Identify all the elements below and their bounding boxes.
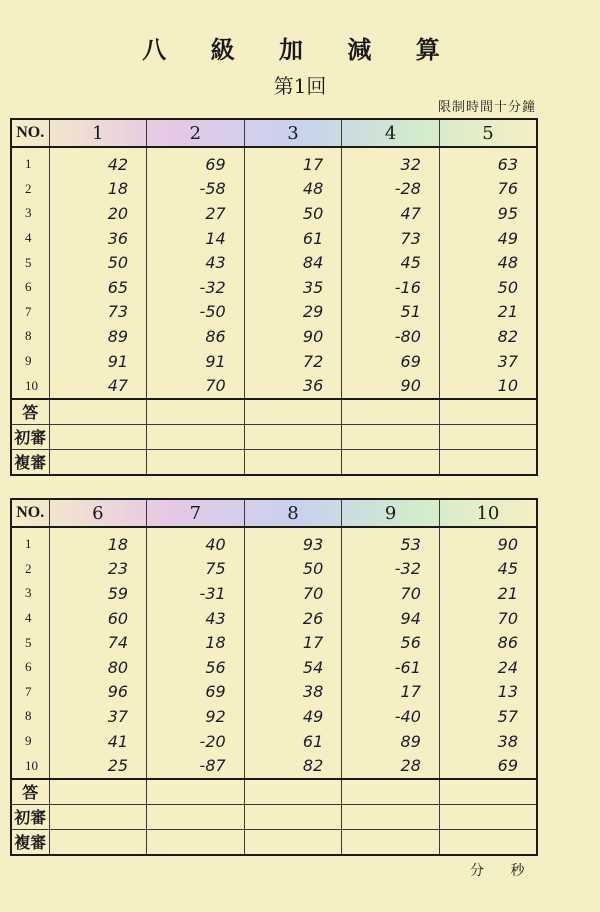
answer-input-cell[interactable] <box>439 399 537 425</box>
row-number: 4 <box>11 226 49 251</box>
problem-value: 69 <box>147 680 245 705</box>
problem-value: 48 <box>244 177 342 202</box>
problem-value: 45 <box>439 557 537 582</box>
column-header: 7 <box>147 499 245 527</box>
problem-value: 86 <box>147 324 245 349</box>
answer-input-cell[interactable] <box>439 424 537 449</box>
row-number: 9 <box>11 729 49 754</box>
problem-value: 37 <box>49 704 147 729</box>
problem-value: 50 <box>439 275 537 300</box>
problem-value: 73 <box>49 300 147 325</box>
answer-input-cell[interactable] <box>147 399 245 425</box>
second-check-row <box>11 829 537 855</box>
answer-input-cell[interactable] <box>342 449 440 475</box>
table-row <box>11 250 537 275</box>
answer-input-cell[interactable] <box>147 424 245 449</box>
table-row <box>11 147 537 177</box>
answer-row-label: 答 <box>11 399 49 425</box>
problem-value: 18 <box>147 630 245 655</box>
first-check-row <box>11 424 537 449</box>
table-row <box>11 581 537 606</box>
answer-row-label: 答 <box>11 779 49 805</box>
problem-value: 41 <box>49 729 147 754</box>
problem-value: 65 <box>49 275 147 300</box>
problem-value: 35 <box>244 275 342 300</box>
answer-input-cell[interactable] <box>439 804 537 829</box>
row-number: 7 <box>11 300 49 325</box>
header-no: NO. <box>11 499 49 527</box>
problem-value: 69 <box>439 753 537 779</box>
problem-value: 14 <box>147 226 245 251</box>
problem-value: 76 <box>439 177 537 202</box>
table-header-row <box>11 499 537 527</box>
page-title: 八 級 加 減 算 <box>142 35 458 64</box>
table-row <box>11 177 537 202</box>
table-row <box>11 201 537 226</box>
column-header: 2 <box>147 119 245 147</box>
problem-value: -32 <box>147 275 245 300</box>
table-row <box>11 606 537 631</box>
answer-input-cell[interactable] <box>49 804 147 829</box>
problem-value: 61 <box>244 729 342 754</box>
problem-value: 56 <box>147 655 245 680</box>
answer-input-cell[interactable] <box>49 829 147 855</box>
problem-value: 45 <box>342 250 440 275</box>
problem-value: 70 <box>244 581 342 606</box>
problem-value: 27 <box>147 201 245 226</box>
problem-value: 20 <box>49 201 147 226</box>
problem-value: -80 <box>342 324 440 349</box>
problem-value: 47 <box>342 201 440 226</box>
problem-value: 60 <box>49 606 147 631</box>
problem-value: 26 <box>244 606 342 631</box>
problem-value: 69 <box>147 147 245 177</box>
column-header: 1 <box>49 119 147 147</box>
table-row <box>11 324 537 349</box>
first-check-row-label: 初審 <box>11 424 49 449</box>
problem-value: 74 <box>49 630 147 655</box>
problem-value: 93 <box>244 527 342 557</box>
problem-value: -61 <box>342 655 440 680</box>
answer-input-cell[interactable] <box>147 449 245 475</box>
problem-value: -58 <box>147 177 245 202</box>
problem-value: 92 <box>147 704 245 729</box>
problem-value: 18 <box>49 527 147 557</box>
problem-value: 94 <box>342 606 440 631</box>
first-check-row-label: 初審 <box>11 804 49 829</box>
row-number: 8 <box>11 704 49 729</box>
answer-input-cell[interactable] <box>49 424 147 449</box>
problem-value: 50 <box>244 557 342 582</box>
problem-value: 53 <box>342 527 440 557</box>
problem-value: 50 <box>244 201 342 226</box>
table-header-row <box>11 119 537 147</box>
problem-value: 42 <box>49 147 147 177</box>
answer-input-cell[interactable] <box>439 779 537 805</box>
problem-value: -50 <box>147 300 245 325</box>
table-row <box>11 300 537 325</box>
table-row <box>11 226 537 251</box>
problem-value: 40 <box>147 527 245 557</box>
answer-input-cell[interactable] <box>244 804 342 829</box>
problem-value: 80 <box>49 655 147 680</box>
row-number: 2 <box>11 557 49 582</box>
table-row <box>11 527 537 557</box>
problem-value: 51 <box>342 300 440 325</box>
row-number: 4 <box>11 606 49 631</box>
table-row <box>11 275 537 300</box>
problem-value: 17 <box>244 147 342 177</box>
row-number: 3 <box>11 201 49 226</box>
problem-value: 70 <box>439 606 537 631</box>
table-row <box>11 729 537 754</box>
header-no: NO. <box>11 119 49 147</box>
problem-value: 23 <box>49 557 147 582</box>
problem-value: 95 <box>439 201 537 226</box>
table-row <box>11 630 537 655</box>
problem-value: 61 <box>244 226 342 251</box>
second-check-row-label: 複審 <box>11 449 49 475</box>
problem-value: 86 <box>439 630 537 655</box>
table-row <box>11 753 537 779</box>
problem-value: 17 <box>244 630 342 655</box>
row-number: 8 <box>11 324 49 349</box>
problem-value: 69 <box>342 349 440 374</box>
row-number: 2 <box>11 177 49 202</box>
problem-value: 63 <box>439 147 537 177</box>
problem-value: -28 <box>342 177 440 202</box>
answer-input-cell[interactable] <box>439 829 537 855</box>
table-row <box>11 349 537 374</box>
table-row <box>11 680 537 705</box>
problem-value: 73 <box>342 226 440 251</box>
column-header: 6 <box>49 499 147 527</box>
answer-input-cell[interactable] <box>147 804 245 829</box>
table-row <box>11 655 537 680</box>
problem-value: 54 <box>244 655 342 680</box>
problem-table-2 <box>10 498 538 856</box>
row-number: 9 <box>11 349 49 374</box>
problem-value: 17 <box>342 680 440 705</box>
problem-value: 38 <box>244 680 342 705</box>
problem-value: 84 <box>244 250 342 275</box>
answer-input-cell[interactable] <box>244 424 342 449</box>
problem-value: 25 <box>49 753 147 779</box>
problem-value: 70 <box>342 581 440 606</box>
problem-value: 21 <box>439 581 537 606</box>
problem-value: 70 <box>147 373 245 399</box>
answer-input-cell[interactable] <box>147 829 245 855</box>
answer-input-cell[interactable] <box>244 399 342 425</box>
answer-input-cell[interactable] <box>244 779 342 805</box>
problem-value: 43 <box>147 606 245 631</box>
answer-input-cell[interactable] <box>49 399 147 425</box>
first-check-row <box>11 804 537 829</box>
answer-row <box>11 779 537 805</box>
problem-value: 38 <box>439 729 537 754</box>
answer-input-cell[interactable] <box>439 449 537 475</box>
row-number: 7 <box>11 680 49 705</box>
problem-value: 90 <box>342 373 440 399</box>
row-number: 1 <box>11 527 49 557</box>
problem-value: 57 <box>439 704 537 729</box>
row-number: 5 <box>11 250 49 275</box>
answer-input-cell[interactable] <box>147 779 245 805</box>
problem-value: 89 <box>342 729 440 754</box>
column-header: 10 <box>439 499 537 527</box>
answer-input-cell[interactable] <box>342 804 440 829</box>
problem-value: 90 <box>439 527 537 557</box>
table-row <box>11 557 537 582</box>
row-number: 6 <box>11 275 49 300</box>
problem-value: 82 <box>244 753 342 779</box>
problem-value: 29 <box>244 300 342 325</box>
time-taken-label: 分 秒 <box>470 863 525 879</box>
problem-value: 49 <box>439 226 537 251</box>
problem-value: 82 <box>439 324 537 349</box>
problem-value: 13 <box>439 680 537 705</box>
problem-value: 36 <box>244 373 342 399</box>
answer-input-cell[interactable] <box>49 779 147 805</box>
problem-value: 90 <box>244 324 342 349</box>
problem-value: 32 <box>342 147 440 177</box>
problem-value: 24 <box>439 655 537 680</box>
answer-input-cell[interactable] <box>244 449 342 475</box>
problem-value: 91 <box>147 349 245 374</box>
problem-value: 91 <box>49 349 147 374</box>
row-number: 5 <box>11 630 49 655</box>
row-number: 10 <box>11 373 49 399</box>
column-header: 5 <box>439 119 537 147</box>
problem-value: 10 <box>439 373 537 399</box>
problem-value: -31 <box>147 581 245 606</box>
second-check-row-label: 複審 <box>11 829 49 855</box>
answer-input-cell[interactable] <box>342 779 440 805</box>
problem-value: 49 <box>244 704 342 729</box>
answer-input-cell[interactable] <box>342 424 440 449</box>
problem-value: 48 <box>439 250 537 275</box>
problem-value: -87 <box>147 753 245 779</box>
answer-input-cell[interactable] <box>244 829 342 855</box>
problem-value: 72 <box>244 349 342 374</box>
answer-input-cell[interactable] <box>49 449 147 475</box>
problem-table-1 <box>10 118 538 476</box>
second-check-row <box>11 449 537 475</box>
row-number: 10 <box>11 753 49 779</box>
problem-value: 75 <box>147 557 245 582</box>
time-limit-label: 限制時間十分鐘 <box>437 100 536 115</box>
column-header: 9 <box>342 499 440 527</box>
answer-row <box>11 399 537 425</box>
column-header: 3 <box>244 119 342 147</box>
problem-value: 43 <box>147 250 245 275</box>
row-number: 1 <box>11 147 49 177</box>
column-header: 4 <box>342 119 440 147</box>
table-row <box>11 373 537 399</box>
problem-value: 89 <box>49 324 147 349</box>
problem-value: 50 <box>49 250 147 275</box>
problem-value: 18 <box>49 177 147 202</box>
problem-value: -40 <box>342 704 440 729</box>
problem-value: -20 <box>147 729 245 754</box>
problem-value: -32 <box>342 557 440 582</box>
problem-value: 47 <box>49 373 147 399</box>
answer-input-cell[interactable] <box>342 829 440 855</box>
problem-value: 28 <box>342 753 440 779</box>
column-header: 8 <box>244 499 342 527</box>
session-number: 第1回 <box>273 74 327 98</box>
problem-value: -16 <box>342 275 440 300</box>
row-number: 6 <box>11 655 49 680</box>
problem-value: 56 <box>342 630 440 655</box>
problem-value: 21 <box>439 300 537 325</box>
table-row <box>11 704 537 729</box>
problem-value: 59 <box>49 581 147 606</box>
row-number: 3 <box>11 581 49 606</box>
answer-input-cell[interactable] <box>342 399 440 425</box>
problem-value: 37 <box>439 349 537 374</box>
problem-value: 96 <box>49 680 147 705</box>
problem-value: 36 <box>49 226 147 251</box>
